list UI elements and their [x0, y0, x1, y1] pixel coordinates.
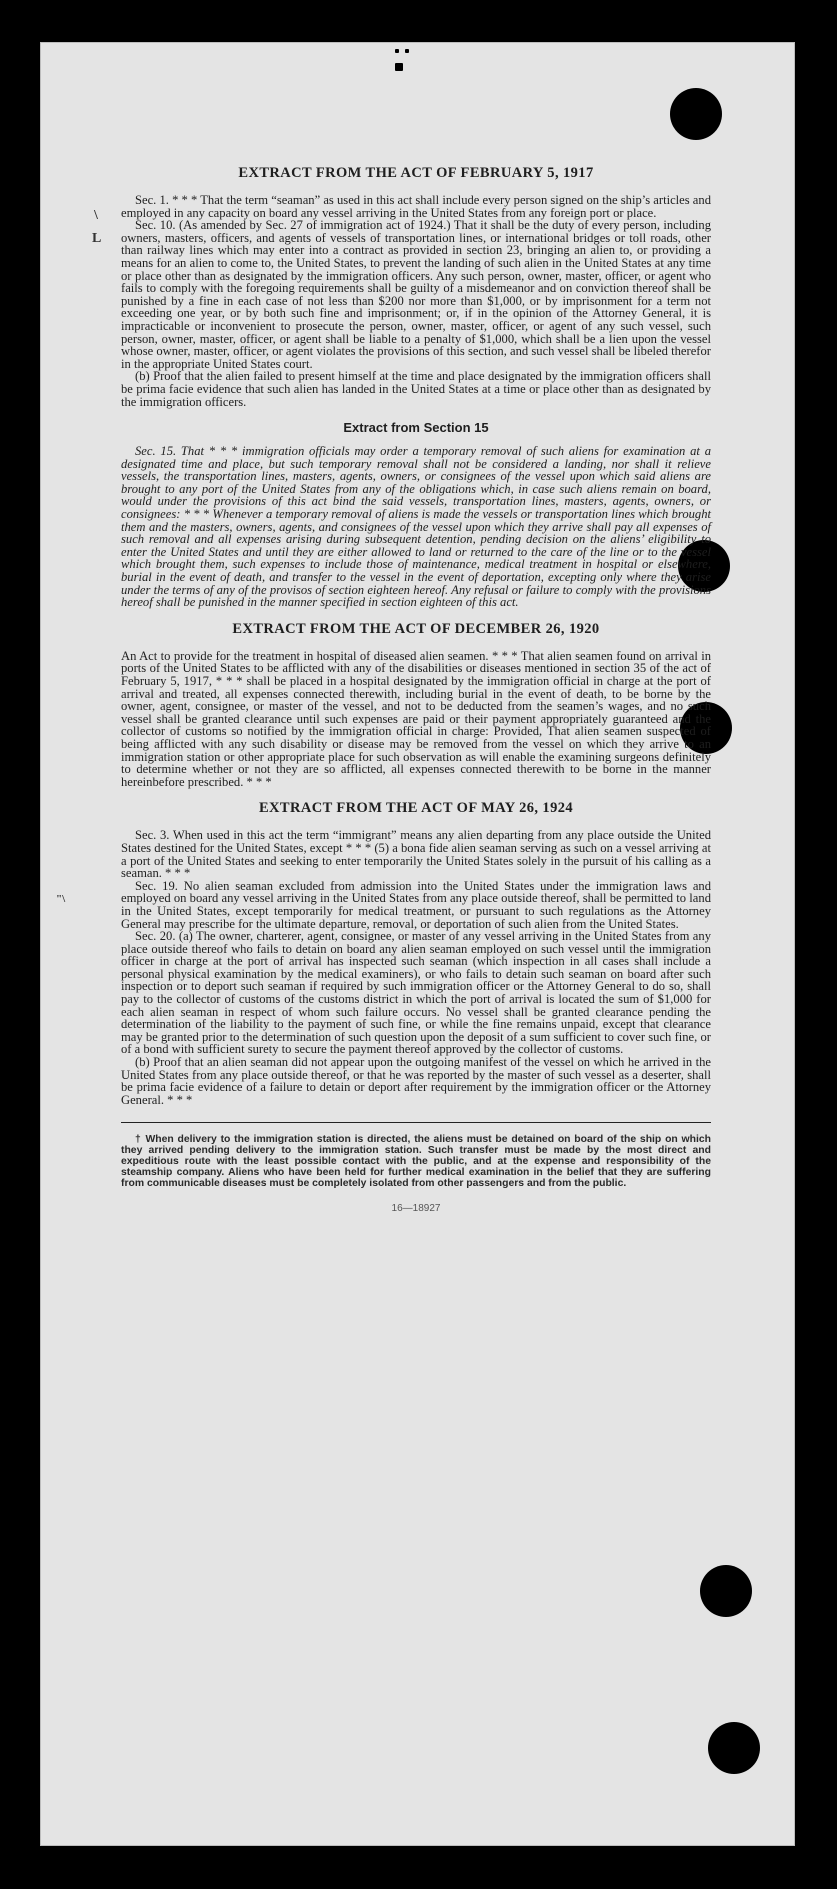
margin-mark: \	[94, 208, 98, 223]
paragraph-sec-3: Sec. 3. When used in this act the term “immigrant” means any alien departing from any place outside the United States destined for the United States, except * * * (5) a bona fide alien seaman serving as such on a vessel arriving at a port of the United States and seeking to enter temporarily the United States solely in the pursuit of his calling as a seaman. * * *	[121, 828, 711, 881]
heading-act-1920: EXTRACT FROM THE ACT OF DECEMBER 26, 1920	[232, 620, 600, 637]
paragraph-sec-20-b: (b) Proof that an alien seaman did not appear upon the outgoing manifest of the vessel on which he arrived in the United States from any place outside thereof, or that he was reported by the master of such vessel as a deserter, shall be prima facie evidence of a failure to detain or deport after requirement by the immigration officer or the Attorney General. * * *	[121, 1055, 711, 1107]
margin-mark: "\	[56, 893, 66, 905]
margin-mark: L	[92, 231, 102, 246]
paragraph-sec-10: Sec. 10. (As amended by Sec. 27 of immigration act of 1924.) That it shall be the duty of every person, including owners, masters, officers, and agents of vessels of transportation lines, or international bridges or toll roads, other than railway lines which may enter into a contract as provided in section 23, bringing an alien to, or providing a means for an alien to come to, the United States, to prevent the landing of such alien in the United States at any time or place other than as designated by the immigration officers. Any such person, owner, master, officer, or agent who fails to comply with the foregoing requirements shall be guilty of a misdemeanor and on conviction thereof shall be punished by a fine in each case of not less than $200 nor more than $1,000, or by imprisonment for a term not exceeding one year, or by both such fine and imprisonment; or, if in the opinion of the Attorney General, it is impracticable or inconvenient to prosecute the person, owner, master, officer, or agent of any such vessel, such person, owner, master, officer, or agent shall be liable to a penalty of $1,000, which shall be a lien upon the vessel whose owner, master, officer, or agent violates the provisions of this section, and such vessel shall be libeled therefor in the appropriate United States court.	[121, 218, 711, 371]
section-act-1917	[121, 165, 711, 408]
paragraph-sec-19: Sec. 19. No alien seaman excluded from admission into the United States under the immigration laws and employed on board any vessel arriving in the United States from any place outside thereof, shall be permitted to land in the United States, except temporarily for medical treatment, or pursuant to such regulations as the Attorney General may prescribe for the ultimate departure, removal, or deportation of such alien from the United States.	[121, 878, 711, 931]
heading-act-1924: EXTRACT FROM THE ACT OF MAY 26, 1924	[258, 800, 574, 817]
heading-act-1917: EXTRACT FROM THE ACT OF FEBRUARY 5, 1917	[238, 165, 594, 181]
section-act-1924	[121, 800, 711, 1106]
paragraph-sec-20-a: Sec. 20. (a) The owner, charterer, agent, consignee, or master of any vessel arriving in the United States from any place outside thereof who fails to detain on board any alien seaman employed on such vessel until the immigration officer in charge at the port of arrival has inspected such seaman (which inspection in all cases shall include a personal physical examination by the medical examiners), or who fails to detain such seaman on board after such inspection or to deport such seaman if required by such immigration officer or the Attorney General to do so, shall pay to the collector of customs of the customs district in which the port of arrival is located the sum of $1,000 for each alien seaman in respect of whom such failure occurs. No vessel shall be granted clearance pending the determination of the liability to the payment of such fine, or while the fine remains unpaid, except that clearance may be granted prior to the determination of such question upon the deposit of a sum sufficient to cover such fine, or of a bond with sufficient surety to secure the payment thereof approved by the collector of customs.	[121, 929, 711, 1057]
paragraph-sec-15: Sec. 15. That * * * immigration officials may order a temporary removal of such aliens for examination at a designated time and place, but such temporary removal shall not be considered a landing, nor shall it relieve vessels, the transportation lines, masters, agents, owners, or consignees of the vessel upon which said aliens are brought to any port of the United States from any of the obligations which, in case such aliens remain on board, would under the provisions of this act bind the said vessels, transportation lines, masters, agents, owners, or consignees: * * * Whenever a temporary removal of aliens is made the vessels or transportation lines which brought them and the masters, owners, agents, and consignees of the vessel upon which they arrive shall pay all expenses of such removal and all expenses arising during subsequent detention, pending decision on the aliens’ eligibility to enter the United States and until they are either allowed to land or returned to the care of the line or to the vessel which brought them, such expenses to include those of maintenance, medical treatment in hospital or elsewhere, burial in the event of death, and transfer to the vessel in the event of deportation, excepting only where they arise under the terms of any of the provisos of section eighteen hereof. Any refusal or failure to comply with the provisions hereof shall be punished in the manner specified in section eighteen of this act.	[121, 444, 711, 610]
document-body	[121, 165, 711, 1214]
footnote: † When delivery to the immigration station is directed, the aliens must be detained on board of the ship on which they arrived pending delivery to the immigration station. Such transfer must be made by the most direct and expeditious route with the least possible contact with the public, and at the expense and responsibility of the steamship company. Aliens who have been held for further medical examination in the belief that they are suffering from communicable diseases must be completely isolated from other passengers and from the public.	[121, 1133, 711, 1189]
section-extract-15	[121, 420, 711, 609]
punch-hole	[670, 88, 722, 140]
paragraph-sec-1: Sec. 1. * * * That the term “seaman” as used in this act shall include every person signed on the ship’s articles and employed in any capacity on board any vessel arriving in the United States from any foreign port or place.	[121, 193, 711, 220]
paragraph-sec-10-b: (b) Proof that the alien failed to present himself at the time and place designated by the immigration officers shall be prima facie evidence that such alien has landed in the United States at a time or place other than as designated by the immigration officers.	[121, 369, 711, 409]
punch-hole	[700, 1565, 752, 1617]
footnote-divider	[121, 1122, 711, 1123]
top-binding-marks	[395, 40, 425, 50]
punch-hole	[708, 1722, 760, 1774]
print-code: 16—18927	[391, 1202, 441, 1214]
paragraph-act-1920: An Act to provide for the treatment in hospital of diseased alien seamen. * * * That alien seamen found on arrival in ports of the United States to be afflicted with any of the disabilities or diseases mentioned in section 35 of the act of February 5, 1917, * * * shall be placed in a hospital designated by the immigration official in charge at the port of arrival and treated, all expenses connected therewith, including burial in the event of death, to be borne by the owner, agent, consignee, or master of the vessel, and not to be deducted from the seamen’s wages, and no such vessel shall be granted clearance until such expenses are paid or their payment appropriately guaranteed and the collector of customs so notified by the immigration official in charge: Provided, That alien seamen suspected of being afflicted with any such disability or disease may be removed from the vessel on which they arrive to an immigration station or other appropriate place for such observation as will enable the examining surgeons definitely to determine whether or not they are so afflicted, all expenses connected therewith to be borne in the manner hereinbefore prescribed. * * *	[121, 648, 711, 789]
section-act-1920	[121, 621, 711, 789]
heading-section-15: Extract from Section 15	[343, 420, 489, 436]
